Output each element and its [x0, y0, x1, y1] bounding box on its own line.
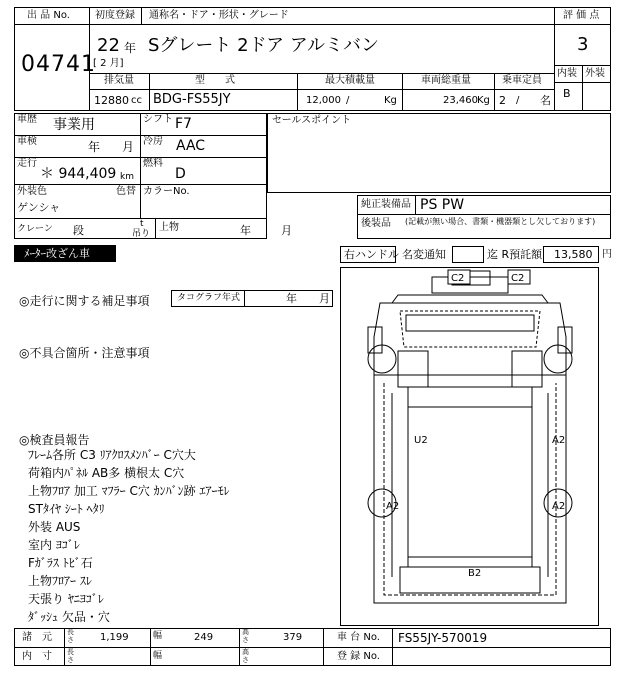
displacement-label: 排気量: [104, 75, 134, 86]
length-value: 1,199: [100, 632, 129, 643]
equipment-value: PS PW: [420, 197, 465, 213]
spec-header-row: [90, 73, 554, 89]
height-label: 高さ: [242, 628, 249, 644]
crane-label: クレーン: [17, 224, 53, 234]
right-door: [512, 351, 542, 387]
r-check-value: 13,580: [554, 248, 593, 261]
exterior-color-label: 外装色: [17, 186, 47, 197]
displacement-value: 12880: [94, 94, 129, 107]
report-line: 室内 ﾖｺﾞﾚ: [28, 538, 80, 552]
footer-col-b: [150, 628, 151, 666]
crane-step-unit: 段: [73, 224, 84, 237]
exterior-score-label: 外装: [585, 68, 605, 79]
truck-diagram: [340, 267, 599, 626]
aftermarket-note: (記載が無い場合、書類・機器類とし欠しております): [405, 217, 596, 226]
model-value: BDG-FS55JY: [153, 92, 231, 107]
cargo-floor: [408, 387, 532, 567]
registration-label: 登 録 No.: [337, 651, 380, 662]
length-label-2: 長さ: [67, 648, 74, 664]
history-value: 事業用: [53, 117, 95, 133]
grade-label: 通称名・ドア・形状・グレード: [149, 10, 289, 21]
r-check-label: 迄 R預託額: [487, 248, 543, 261]
inspection-month-unit: 月: [122, 140, 135, 154]
driving-title: ◎走行に関する補足事項: [19, 294, 150, 308]
footer-col-d: [323, 628, 324, 666]
equipment-label-divider: [415, 195, 416, 214]
report-line: 上物ﾌﾛｱ 加工 ﾏﾌﾗｰ C穴 ｶﾝﾊﾞﾝ跡 ｴｱｰﾓﾚ: [28, 484, 230, 498]
spec-col-divider-4: [494, 73, 495, 111]
report-line: 荷箱内ﾊﾟﾈﾙ AB多 横根太 C穴: [28, 466, 185, 480]
gross-unit: Kg: [477, 95, 490, 106]
inspection-label: 車検: [17, 136, 37, 147]
name-change-box: [452, 246, 484, 263]
fuel-label: 燃料: [143, 158, 163, 169]
loaded-year-box: [185, 218, 267, 239]
inspector-report: [28, 447, 338, 627]
spec-col-divider-2: [297, 73, 298, 111]
width-label: 幅: [153, 631, 163, 641]
inspector-title: ◎検査員報告: [19, 433, 90, 447]
diagram-mark: C2: [451, 273, 465, 284]
score-label: 評 価 点: [563, 10, 600, 21]
color-code-label: 色替: [116, 186, 136, 197]
windshield-inner: [406, 315, 534, 331]
load-sep: /: [346, 95, 350, 106]
report-line: 上物ﾌﾛｱｰ ｽﾚ: [28, 574, 92, 588]
equipment-divider: [357, 214, 611, 215]
gross-value: 23,460: [443, 95, 478, 106]
diagram-mark: A2: [552, 501, 566, 512]
diagram-mark: A2: [552, 435, 566, 446]
score-value: 3: [577, 34, 589, 55]
first-reg-year-unit: 年: [124, 41, 137, 55]
loaded-month-unit: 月: [281, 224, 292, 237]
shift-value: F7: [175, 116, 192, 132]
report-line: Fｶﾞﾗｽ ﾄﾋﾞ石: [28, 556, 93, 570]
tacho-divider: [244, 290, 245, 307]
grade-text: Sグレート 2ドア アルミバン: [148, 35, 380, 56]
shift-label: シフト: [143, 114, 173, 125]
load-value: 12,000: [306, 95, 341, 106]
tacho-label: タコグラフ年式: [177, 293, 241, 303]
interior-score-label: 内装: [557, 68, 577, 79]
width-value: 249: [194, 632, 214, 643]
lot-number: 04741: [21, 52, 96, 77]
inspection-year-unit: 年: [88, 140, 101, 154]
capacity-sep: /: [516, 95, 520, 106]
meter-banner-text: ﾒｰﾀｰ改ざん車: [24, 247, 90, 260]
capacity-unit: 名: [540, 94, 551, 107]
mileage-value: ＊ 944,409: [40, 166, 117, 182]
report-line: 天張り ﾔﾆﾖｺﾞﾚ: [28, 592, 104, 606]
first-reg-label: 初度登録: [95, 10, 135, 21]
aftermarket-label: 後装品: [361, 218, 391, 229]
color-no-label: カラーNo.: [143, 186, 190, 197]
dimensions-label: 諸 元: [22, 632, 52, 643]
report-line: ﾌﾚｰﾑ各所 C3 ﾘｱｸﾛｽﾒﾝﾊﾞｰ C穴大: [28, 448, 196, 462]
fuel-value: D: [175, 166, 186, 182]
tacho-month-unit: 月: [319, 292, 330, 305]
report-line: ﾀﾞｯｼｭ 欠品・穴: [28, 610, 110, 624]
footer-col-a: [64, 628, 65, 666]
spec-col-divider-1: [149, 73, 150, 111]
crane-divider: [155, 218, 156, 239]
width-label-2: 幅: [153, 651, 163, 661]
interior-dim-label: 内 寸: [22, 651, 52, 662]
equipment-label: 純正装備品: [361, 199, 411, 210]
right-hand-label: 右ハンドル: [344, 248, 399, 261]
gross-label: 車両総重量: [421, 75, 471, 86]
windshield: [400, 311, 540, 347]
cargo-inner: [384, 383, 556, 595]
height-value: 379: [283, 632, 303, 643]
capacity-value: 2: [499, 94, 506, 107]
score-sub-divider: [554, 82, 611, 83]
height-label-2: 高さ: [242, 648, 249, 664]
ac-value: AAC: [176, 138, 206, 154]
report-line: 外装 AUS: [28, 520, 81, 534]
diagram-mark: C2: [511, 273, 525, 284]
crane-lift-unit: 吊り: [132, 229, 151, 239]
crane-ton-unit: t: [140, 219, 144, 229]
lot-label: 出 品 No.: [27, 10, 70, 21]
sales-point-label: セールスポイント: [272, 115, 352, 126]
footer-col-c: [239, 628, 240, 666]
model-label: 型 式: [195, 75, 235, 86]
mileage-unit: km: [120, 172, 134, 182]
displacement-unit: cc: [131, 95, 142, 106]
cab-top-line: [392, 295, 548, 303]
exterior-color-value: ゲンシャ: [17, 201, 61, 214]
chassis-label: 車 台 No.: [337, 632, 380, 643]
loaded-year-unit: 年: [240, 224, 251, 237]
report-line: STﾀｲﾔ ｼｰﾄ ﾍﾀﾘ: [28, 502, 105, 516]
name-change-label: 名変通知: [402, 248, 446, 261]
diagram-mark: U2: [414, 435, 428, 446]
left-door: [398, 351, 428, 387]
length-label: 長さ: [67, 628, 74, 644]
load-unit: Kg: [384, 95, 397, 106]
details-mid-divider: [140, 113, 141, 218]
first-reg-year: 22: [97, 35, 120, 56]
diagram-mark: B2: [468, 568, 482, 579]
spec-col-divider-3: [402, 73, 403, 111]
first-reg-month: [ 2 月]: [93, 58, 124, 69]
diagram-mark: A2: [386, 501, 400, 512]
footer-row-divider: [14, 647, 611, 648]
interior-score-value: B: [563, 87, 571, 100]
capacity-label: 乗車定員: [502, 75, 542, 86]
r-check-unit: 円: [602, 249, 612, 260]
defects-title: ◎不具合箇所・注意事項: [19, 346, 150, 360]
footer-col-e: [392, 628, 393, 666]
chassis-value: FS55JY-570019: [398, 631, 488, 645]
history-label: 車歴: [17, 114, 37, 125]
loaded-label: 上物: [159, 222, 179, 233]
load-label: 最大積載量: [325, 75, 375, 86]
ac-label: 冷房: [143, 136, 163, 147]
tacho-year-unit: 年: [286, 292, 297, 305]
mileage-label: 走行: [17, 158, 37, 169]
